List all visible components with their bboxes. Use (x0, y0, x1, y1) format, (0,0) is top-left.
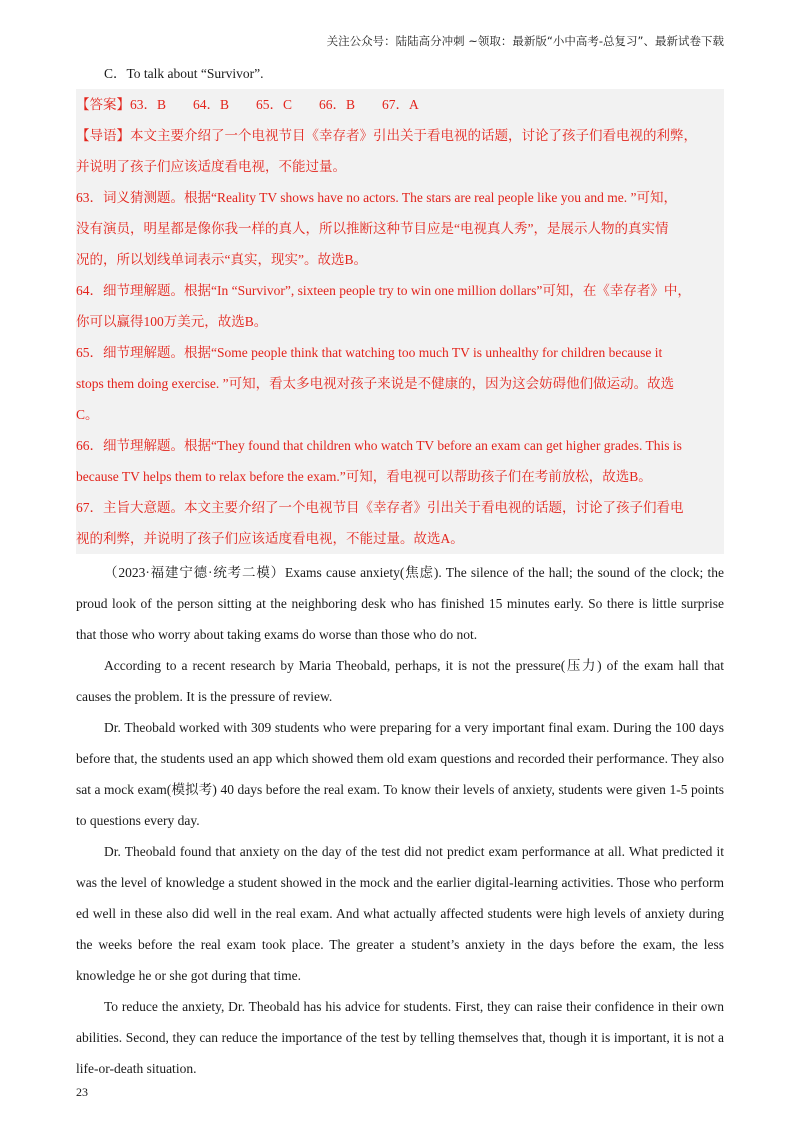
explanation-line: 67．主旨大意题。本文主要介绍了一个电视节目《幸存者》引出关于看电视的话题，讨论了孩子们看电 (76, 500, 684, 515)
answer-key: 【答案】63．B 64．B 65．C 66．B 67．A (76, 97, 419, 112)
explanation-line: C。 (76, 407, 99, 422)
option-c: C．To talk about “Survivor”. (104, 66, 264, 81)
explanation-line: because TV helps them to relax before the exam.”可知，看电视可以帮助孩子们在考前放松，故选B。 (76, 469, 652, 484)
explanation-line: 你可以赢得100万美元，故选B。 (76, 314, 268, 329)
explanation-line: 没有演员，明星都是像你我一样的真人，所以推断这种节目应是“电视真人秀”，是展示人物的真实情 (76, 221, 669, 236)
explanation-line: 64．细节理解题。根据“In “Survivor”, sixteen people try to win one million dollars”可知，在《幸存者》中， (76, 283, 691, 298)
passage-paragraph: To reduce the anxiety, Dr. Theobald has his advice for students. First, they can raise their confidence in their own abilities. Second, they can reduce the importance of the test by telling themselves that, though it is important, it is not a life-or-death situation. (76, 999, 724, 1076)
explanation-line: 66．细节理解题。根据“They found that children who watch TV before an exam can get higher grades. This is (76, 438, 682, 453)
explanation-line: 63．词义猜测题。根据“Reality TV shows have no actors. The stars are real people like you and me. ”可知， (76, 190, 677, 205)
explanation-line: 【导语】本文主要介绍了一个电视节目《幸存者》引出关于看电视的话题，讨论了孩子们看电视的利弊， (76, 128, 697, 143)
page-content (76, 58, 724, 1084)
passage-paragraph: Dr. Theobald worked with 309 students who were preparing for a very important final exam. During the 100 days before that, the students used an app which showed them old exam questions and recorded their performance. They also sat a mock exam(模拟考) 40 days before the real exam. To know their levels of anxiety, students were given 1-5 points to questions every day. (76, 720, 724, 828)
passage-paragraph: （2023·福建宁德·统考二模）Exams cause anxiety(焦虑). The silence of the hall; the sound of the clock; the proud look of the person sitting at the neighboring desk who has finished 15 minutes early. So there is little surprise that those who worry about taking exams do worse than those who do not. (76, 565, 724, 642)
explanation-line: 65．细节理解题。根据“Some people think that watching too much TV is unhealthy for children because it (76, 345, 663, 360)
explanation-line: stops them doing exercise. ”可知，看太多电视对孩子来说是不健康的，因为这会妨碍他们做运动。故选 (76, 376, 675, 391)
explanation-line: 视的利弊，并说明了孩子们应该适度看电视，不能过量。故选A。 (76, 531, 464, 546)
answer-explanation-box (76, 89, 724, 554)
page-number: 23 (76, 1085, 88, 1099)
page-header: 关注公众号：陆陆高分冲刺 ~领取：最新版“小中高考-总复习”、最新试卷下载 (326, 34, 724, 48)
passage-paragraph: According to a recent research by Maria Theobald, perhaps, it is not the pressure(压力) of the exam hall that causes the problem. It is the pressure of review. (76, 658, 724, 704)
explanation-line: 况的，所以划线单词表示“真实，现实”。故选B。 (76, 252, 367, 267)
passage-paragraph: Dr. Theobald found that anxiety on the day of the test did not predict exam performance at all. What predicted it was the level of knowledge a student showed in the mock and the earlier digital-learning activities. Those who perform ed well in these also did well in the real exam. And what actually affected students were high levels of anxiety during the weeks before the real exam took place. The greater a student’s anxiety in the days before the exam, the less knowledge he or she got during that time. (76, 844, 724, 983)
explanation-line: 并说明了孩子们应该适度看电视，不能过量。 (76, 159, 346, 174)
